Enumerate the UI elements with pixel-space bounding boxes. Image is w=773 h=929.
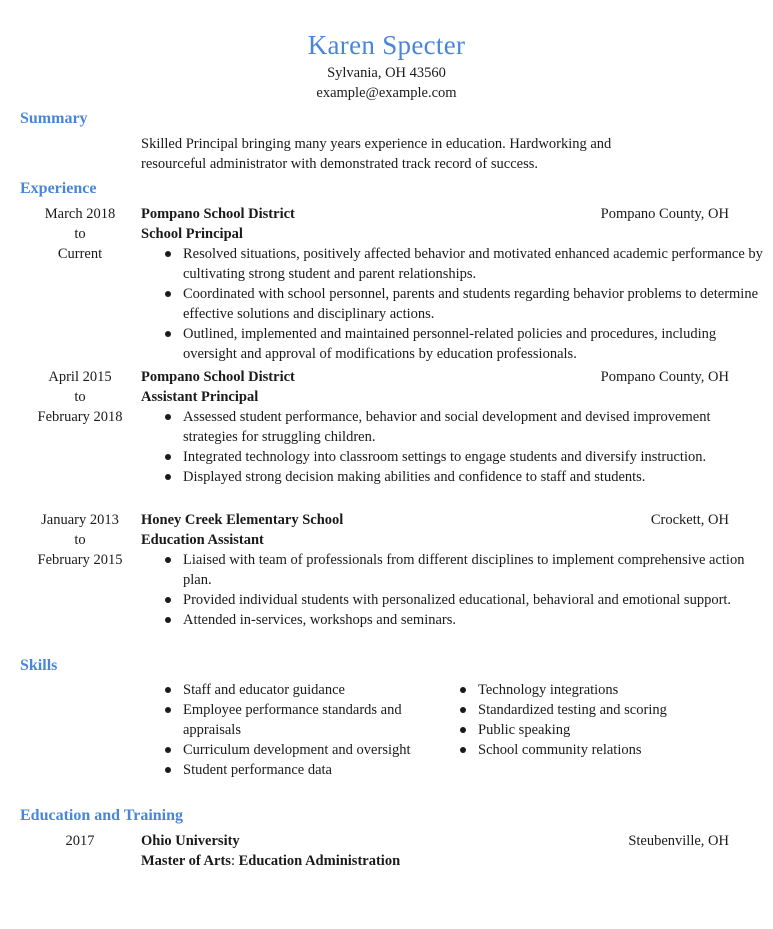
list-item: Attended in-services, workshops and seminars. — [183, 610, 763, 630]
start-date: January 2013 — [41, 512, 119, 528]
school-name: Ohio University — [141, 833, 240, 849]
graduation-year — [20, 831, 140, 851]
list-item: Liaised with team of professionals from different disciplines to implement comprehensive action plan. — [183, 550, 763, 590]
skill-item: School community relations — [478, 740, 768, 760]
employer-location: Pompano County, OH — [600, 206, 729, 222]
summary-text — [141, 134, 701, 174]
responsibility-list — [141, 550, 763, 630]
end-date: Current — [57, 246, 103, 262]
end-date: February 2015 — [37, 552, 123, 568]
experience-dates — [20, 204, 140, 264]
experience-dates — [20, 510, 140, 570]
list-item: Outlined, implemented and maintained personnel-related policies and procedures, including oversight and approval of modifications by education professionals. — [183, 324, 763, 364]
skill-item: Curriculum development and oversight — [183, 740, 445, 760]
year: 2017 — [65, 833, 95, 849]
skills-list-left — [141, 680, 445, 780]
section-title-skills: Skills — [20, 657, 58, 674]
list-item: Resolved situations, positively affected behavior and motivated enhanced academic performance by cultivating strong student and parent relationships. — [183, 246, 763, 282]
candidate-name: Karen Specter — [307, 30, 466, 60]
summary-line: resourceful administrator with demonstrated track record of success. — [141, 156, 538, 172]
degree — [141, 851, 400, 871]
date-to: to — [74, 226, 86, 242]
list-item: Integrated technology into classroom settings to engage students and diversify instruction. — [183, 447, 763, 467]
section-title-summary: Summary — [20, 110, 88, 127]
employer-location: Crockett, OH — [650, 512, 729, 528]
responsibility-list — [141, 244, 763, 364]
contact-location: Sylvania, OH 43560 — [327, 65, 446, 81]
job-title: School Principal — [141, 226, 243, 242]
list-item: Provided individual students with personalized educational, behavioral and emotional support. — [183, 590, 763, 610]
employer-name: Pompano School District — [141, 206, 295, 222]
section-title-experience: Experience — [20, 180, 97, 197]
date-to: to — [74, 532, 86, 548]
section-title-education: Education and Training — [20, 807, 184, 824]
school-location: Steubenville, OH — [628, 833, 729, 849]
list-item: Assessed student performance, behavior and social development and devised improvement strategies for struggling children. — [183, 407, 763, 447]
skill-item: Student performance data — [183, 760, 445, 780]
skill-item: Standardized testing and scoring — [478, 700, 768, 720]
job-title: Education Assistant — [141, 532, 264, 548]
end-date: February 2018 — [37, 409, 123, 425]
contact-email: example@example.com — [316, 85, 457, 101]
skill-item: Staff and educator guidance — [183, 680, 445, 700]
degree-separator: : — [230, 853, 235, 869]
job-title: Assistant Principal — [141, 389, 259, 405]
skills-list-right — [436, 680, 768, 760]
experience-dates — [20, 367, 140, 427]
list-item: Coordinated with school personnel, parents and students regarding behavior problems to determine effective solutions and disciplinary actions. — [183, 284, 763, 324]
skill-item: Public speaking — [478, 720, 768, 740]
employer-name: Honey Creek Elementary School — [141, 512, 344, 528]
skill-item: Employee performance standards and appraisals — [183, 700, 445, 740]
degree-field: Education Administration — [234, 853, 401, 869]
summary-line: Skilled Principal bringing many years experience in education. Hardworking and — [141, 136, 612, 152]
skill-item: Technology integrations — [478, 680, 768, 700]
responsibility-list — [141, 407, 763, 487]
degree-label: Master of Arts — [141, 853, 231, 869]
start-date: April 2015 — [48, 369, 112, 385]
employer-location: Pompano County, OH — [600, 369, 729, 385]
employer-name: Pompano School District — [141, 369, 295, 385]
list-item: Displayed strong decision making abilities and confidence to staff and students. — [183, 467, 763, 487]
start-date: March 2018 — [44, 206, 116, 222]
date-to: to — [74, 389, 86, 405]
